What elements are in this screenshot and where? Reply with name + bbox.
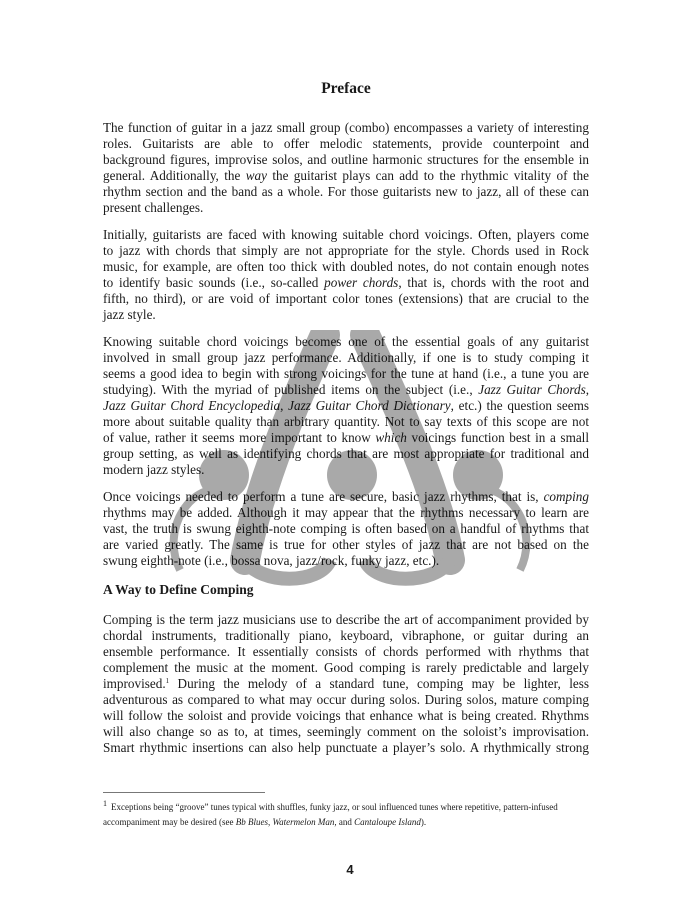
text-run: , bbox=[267, 817, 273, 827]
italic-title: Jazz Guitar Chord Dictionary bbox=[288, 398, 451, 413]
footnote-line bbox=[103, 815, 589, 830]
text-line bbox=[103, 537, 589, 553]
text-run: background figures, improvise solos, and outline harmonic structures for the ensemble in bbox=[103, 152, 589, 167]
text-line bbox=[103, 382, 589, 398]
text-line bbox=[103, 414, 589, 430]
text-run: involved in small group jazz performance. Additionally, if one is to study comping it bbox=[103, 350, 589, 365]
text-line bbox=[103, 227, 589, 243]
text-run: Initially, guitarists are faced with knowing suitable chord voicings. Often, players come bbox=[103, 227, 589, 242]
text-line bbox=[103, 612, 589, 628]
text-run: modern jazz styles. bbox=[103, 462, 205, 477]
text-run: voicings function best in a small bbox=[406, 430, 590, 445]
footnote bbox=[103, 800, 589, 830]
text-run: , bbox=[280, 398, 289, 413]
text-line bbox=[103, 676, 589, 692]
text-line bbox=[103, 200, 589, 216]
text-run: Smart rhythmic insertions can also help punctuate a player’s solo. A rhythmically strong bbox=[103, 740, 589, 755]
text-run: will follow the soloist and provide voicings that enhance what is being created. Rhythms bbox=[103, 708, 589, 723]
text-run: seems a good idea to begin with strong voicings for the tune at hand (i.e., a tune you are bbox=[103, 366, 589, 381]
text-line bbox=[103, 553, 589, 569]
text-run: ensemble performance. It essentially consists of chords performed with rhythms that bbox=[103, 644, 589, 659]
text-run: jazz style. bbox=[103, 307, 156, 322]
text-line bbox=[103, 275, 589, 291]
text-line bbox=[103, 152, 589, 168]
text-run: are varied greatly. The same is true for other styles of jazz that are not based on the bbox=[103, 537, 589, 552]
italic-title: Cantaloupe Island bbox=[354, 817, 421, 827]
text-line bbox=[103, 350, 589, 366]
footnote-marker: 1 bbox=[103, 799, 107, 808]
page-title: Preface bbox=[321, 80, 371, 97]
text-line bbox=[103, 291, 589, 307]
text-line bbox=[103, 334, 589, 350]
text-run: group setting, as well as identifying chords that are most appropriate for traditional and bbox=[103, 446, 589, 461]
footnote-divider bbox=[103, 792, 265, 793]
text-run: general. Additionally, the bbox=[103, 168, 246, 183]
text-line bbox=[103, 644, 589, 660]
page-body bbox=[103, 80, 589, 767]
text-line bbox=[103, 692, 589, 708]
text-line bbox=[103, 136, 589, 152]
paragraph bbox=[103, 120, 589, 216]
page-number: 4 bbox=[346, 862, 354, 877]
text-line bbox=[103, 505, 589, 521]
preface-paragraphs bbox=[103, 120, 589, 569]
paragraph bbox=[103, 489, 589, 569]
text-line bbox=[103, 430, 589, 446]
text-run: adventurous as compared to what may occur during solos. During solos, mature comping bbox=[103, 692, 589, 707]
text-run: The function of guitar in a jazz small group (combo) encompasses a variety of interesting bbox=[103, 120, 589, 135]
text-run: , that is, chords with the root and bbox=[398, 275, 589, 290]
text-line bbox=[103, 660, 589, 676]
section-paragraphs bbox=[103, 612, 589, 756]
text-line bbox=[103, 259, 589, 275]
text-line bbox=[103, 168, 589, 184]
text-run: roles. Guitarists are able to offer melodic statements, provide counterpoint and bbox=[103, 136, 589, 151]
text-run: swung eighth-note (i.e., bossa nova, jazz/rock, funky jazz, etc.). bbox=[103, 553, 440, 568]
section-heading: A Way to Define Comping bbox=[103, 582, 254, 597]
italic-title: comping bbox=[543, 489, 589, 504]
text-run: studying). With the myriad of published items on the subject (i.e., bbox=[103, 382, 479, 397]
text-run: music, for example, are often too thick with doubled notes, do not contain enough notes bbox=[103, 259, 589, 274]
text-run: Comping is the term jazz musicians use to describe the art of accompaniment provided by bbox=[103, 612, 589, 627]
text-line bbox=[103, 628, 589, 644]
text-line bbox=[103, 184, 589, 200]
text-run: more about suitable quality than arbitrary quantity. Not to say texts of this scope are not bbox=[103, 414, 589, 429]
footnote-line bbox=[103, 800, 589, 815]
text-line bbox=[103, 120, 589, 136]
text-run: present challenges. bbox=[103, 200, 204, 215]
text-run: of value, rather it seems more important to know bbox=[103, 430, 376, 445]
text-run: ). bbox=[420, 817, 427, 827]
text-line bbox=[103, 307, 589, 323]
text-line bbox=[103, 724, 589, 740]
text-run: to jazz with chords that simply are not appropriate for the style. Chords used in Rock bbox=[103, 243, 589, 258]
text-line bbox=[103, 446, 589, 462]
text-run: complement the music at the moment. Good comping is rarely predictable and largely bbox=[103, 660, 589, 675]
text-run: Knowing suitable chord voicings becomes one of the essential goals of any guitarist bbox=[103, 334, 589, 349]
text-line bbox=[103, 740, 589, 756]
text-run: , etc.) the question seems bbox=[450, 398, 590, 413]
text-run: rhythms may be added. Although it may appear that the rhythms necessary to learn are bbox=[103, 505, 589, 520]
paragraph bbox=[103, 334, 589, 478]
text-run: will also change so as to, at times, seemingly comment on the soloist’s improvisation. bbox=[103, 724, 589, 739]
text-run: rhythm section and the band as a whole. For those guitarists new to jazz, all of these can bbox=[103, 184, 589, 199]
text-line bbox=[103, 398, 589, 414]
text-run: improvised. bbox=[103, 676, 166, 691]
text-run: During the melody of a standard tune, comping may be lighter, less bbox=[169, 676, 589, 691]
text-run: fifth, no third), or are void of important color tones (extensions) that are crucial to the bbox=[103, 291, 589, 306]
text-run: , bbox=[585, 382, 589, 397]
text-line bbox=[103, 462, 589, 478]
italic-title: power chords bbox=[324, 275, 399, 290]
paragraph bbox=[103, 612, 589, 756]
text-line bbox=[103, 489, 589, 505]
text-line bbox=[103, 366, 589, 382]
text-run: vast, the truth is swung eighth-note comping is often based on a handful of rhythms that bbox=[103, 521, 589, 536]
text-run: and bbox=[336, 817, 355, 827]
text-run: to identify basic sounds (i.e., so-called bbox=[103, 275, 325, 290]
footnote-reference: 1 bbox=[165, 677, 170, 685]
text-run: Exceptions being “groove” tunes typical with shuffles, funky jazz, or soul influenced tunes where repetitive, pattern-infused bbox=[111, 802, 558, 812]
paragraph bbox=[103, 227, 589, 323]
text-run: accompaniment may be desired (see bbox=[103, 817, 236, 827]
italic-title: Bb Blues bbox=[235, 817, 268, 827]
text-run: Once voicings needed to perform a tune are secure, basic jazz rhythms, that is, bbox=[103, 489, 544, 504]
italic-title: which bbox=[375, 430, 407, 445]
italic-title: Watermelon Man, bbox=[272, 817, 337, 827]
text-run: chordal instruments, traditionally piano, keyboard, vibraphone, or guitar during an bbox=[103, 628, 589, 643]
text-line bbox=[103, 708, 589, 724]
italic-title: way bbox=[245, 168, 267, 183]
italic-title: Jazz Guitar Chord Encyclopedia bbox=[103, 398, 281, 413]
text-run: the guitarist plays can add to the rhythmic vitality of the bbox=[266, 168, 589, 183]
italic-title: Jazz Guitar Chords bbox=[478, 382, 586, 397]
text-line bbox=[103, 243, 589, 259]
text-line bbox=[103, 521, 589, 537]
